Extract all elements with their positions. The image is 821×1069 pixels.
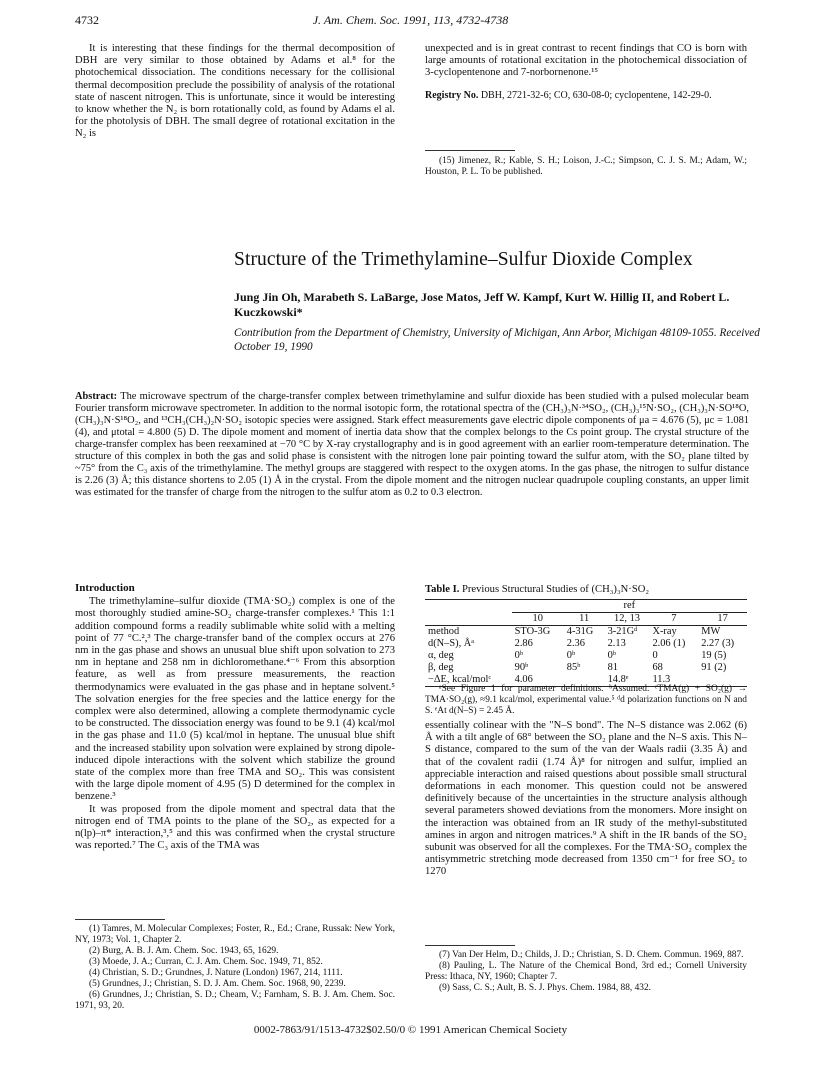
- footnote-item: (2) Burg, A. B. J. Am. Chem. Soc. 1943, 65, 1629.: [89, 946, 279, 956]
- top-left-column: [75, 43, 395, 141]
- registry-label: Registry No.: [425, 89, 479, 101]
- footnote-item: (7) Van Der Helm, D.; Childs, J. D.; Christian, S. D. Chem. Commun. 1969, 887.: [439, 950, 744, 960]
- table-cell: 91 (2): [701, 662, 727, 673]
- abstract-text: The microwave spectrum of the charge-transfer complex between trimethylamine and sulfur dioxide has been studied with a pulsed molecular beam Fourier transform microwave spectrometer. In addition to the normal isotopic form, the rotational spectra of the (CH₃)₃N·³⁴SO₂, (CH₃)₃¹⁵N·SO₂, (CH₃)₃N·SO¹⁸O, (CH₃)₃N·S¹⁸O₂, and ¹³CH₃(CH₃)₂N·SO₂ isotopic species were assigned. Stark effect measurements gave electric dipole components of μa = 4.676 (5), μc = 1.081 (4), and μtotal = 4.800 (5) D. The dipole moment and moment of inertia data show that the complex belongs to the Cs point group. The crystal structure of the charge-transfer complex has been reexamined at −70 °C by X-ray crystallography and is in good agreement with an earlier room-temperature determination. The structure of this complex in both the gas and solid phase is consistent with the nitrogen lone pair pointing toward the sulfur atom, with the SO₂ plane tilted by ~75° from the C₃ axis of the trimethylamine. The methyl groups are staggered with respect to the oxygen atoms. In the gas phase, the nitrogen to sulfur distance is 2.26 (3) Å; this distance shortens to 2.05 (1) Å in the crystal. From the dipole moment and the nitrogen nuclear quadrupole coupling constants, an upper limit was estimated for the transfer of charge from the nitrogen to the sulfur atom as 0.2 to 0.3 electron.: [75, 391, 749, 498]
- footnote-item: (6) Grundnes, J.; Christian, S. D.; Cheam, V.; Farnham, S. B. J. Am. Chem. Soc. 1971, 93, 20.: [75, 990, 395, 1011]
- table-caption: [425, 584, 747, 595]
- footnote-item: (3) Moede, J. A.; Curran, C. J. Am. Chem. Soc. 1949, 71, 852.: [89, 957, 323, 967]
- table-cell: 81: [607, 662, 618, 673]
- top-left-paragraph: It is interesting that these findings for the thermal decomposition of DBH are very similar to those obtained by Adams et al.⁸ for the photochemical dissociation. The conditions necessary for the collisional thermal decomposition preclude the possibility of analysis of the rotational state of nascent nitrogen. This is unfortunate, since it would be interesting to know whether the N₂ is born rotationally cold, as found by Adams el al. for the photolysis of DBH. The small degree of rotational excitation in the N₂ is: [75, 43, 395, 140]
- table-cell: 0ᵇ: [514, 650, 524, 661]
- intro-paragraph-2: It was proposed from the dipole moment and spectral data that the nitrogen end of TMA points to the plane of the SO₂, as expected for a n(lp)–π* interaction,³,⁵ and this was confirmed when the crystal structure was reported.⁷ The C₃ axis of the TMA was: [75, 803, 395, 852]
- intro-paragraph-1: The trimethylamine–sulfur dioxide (TMA·SO₂) complex is one of the most thoroughly studied amine-SO₂ charge-transfer complexes.¹ This 1:1 addition compound forms a readily sublimable white solid with a melting point of 77 °C.²,³ The charge-transfer band of the complex occurs at 276 nm in the gas phase and shows an unusual blue shift upon solvation to 273 nm in heptane and 258 nm in dichloromethane.⁴⁻⁶ From this absorption feature, as well as from pressure measurements, the reaction thermodynamics were evaluated in the gas phase and in heptane solvent.⁵ The solvation energies for the free species and the lattice energy for the complex were also determined, allowing a complete thermodynamic cycle to be constructed. The dissociation energy was found to be 9.1 (4) kcal/mol in the gas phase and 11.0 (5) kcal/mol in heptane. The unusual blue shift and the increased stability upon solvation were explained by strong dipole-induced dipole interactions with the solvent which stabilize the ground state of the complex more than free TMA and SO₂. This was consistent with the large dipole moment of 4.95 (5) D determined for the complex in benzene.³: [75, 596, 395, 803]
- table-cell: 19 (5): [701, 650, 727, 661]
- footnote-item: (5) Grundnes, J.; Christian, S. D. J. Am. Chem. Soc. 1968, 90, 2239.: [89, 979, 346, 989]
- structural-studies-table: [425, 599, 747, 687]
- table-header-cell: 17: [717, 613, 728, 624]
- footnote-item: (9) Sass, C. S.; Ault, B. S. J. Phys. Chem. 1984, 88, 432.: [439, 983, 652, 993]
- table-cell: −ΔE, kcal/molᶜ: [428, 674, 492, 685]
- table-cell: 0: [652, 650, 658, 661]
- footnote-item: (8) Pauling, L. The Nature of the Chemical Bond, 3rd ed.; Cornell University Press: Ithaca, NY, 1960; Chapter 7.: [425, 961, 747, 982]
- left-footnotes: [75, 924, 395, 1012]
- table-header-cell: [425, 613, 512, 626]
- table-row: [425, 626, 747, 638]
- footnote-item: (4) Christian, S. D.; Grundnes, J. Nature (London) 1967, 214, 1111.: [89, 968, 343, 978]
- table-row: [425, 650, 747, 662]
- table-ref-header: ref: [512, 600, 747, 613]
- table-cell: 11.3: [652, 674, 671, 685]
- right-footnote-divider: [425, 945, 515, 946]
- table-cell: 4-31G: [566, 626, 594, 637]
- table-cell: 2.13: [607, 638, 626, 649]
- table-cell: 14.8ᵉ: [607, 674, 629, 685]
- table-header-cell: 7: [671, 613, 677, 624]
- table-header-cell: 11: [579, 613, 590, 624]
- right-column-paragraph: essentially colinear with the "N–S bond". The N–S distance was 2.062 (6) Å with a tilt angle of 68° between the SO₂ plane and the N–S axis. This N–S distance, compared to the sum of the van der Waals radii (3.35 Å) and that of the covalent radii (1.74 Å)⁸ for nitrogen and sulfur, implied an appreciable interaction and raised questions about possible small structural deformations in each monomer. This question could not be answered definitively because of the uncertainties in the structure analysis although several parameters showed deviations from the monomers. More insight on the interaction was obtained from an IR study of the methyl-substituted amines in argon and nitrogen matrices.⁹ A shift in the IR bands of the SO₂ subunit was observed for all the complexes. For the TMA·SO₂ complex the antisymmetric stretching mode decreased from 1350 cm⁻¹ for free SO₂ to 1270: [425, 720, 747, 878]
- table-cell: 3-21Gᵈ: [607, 626, 638, 637]
- table-cell: 2.36: [566, 638, 585, 649]
- table-cell: MW: [701, 626, 721, 637]
- table-header-cell: 12, 13: [614, 613, 640, 624]
- page-footer: 0002-7863/91/1513-4732$02.50/0 © 1991 American Chemical Society: [253, 1024, 568, 1036]
- article-title: Structure of the Trimethylamine–Sulfur Dioxide Complex: [234, 249, 693, 270]
- introduction: [75, 582, 395, 852]
- table-cell: 0ᵇ: [566, 650, 576, 661]
- abstract: [75, 391, 749, 499]
- table-caption-text: Previous Structural Studies of (CH₃)₃N·SO₂: [462, 584, 650, 595]
- footnote-item: (1) Tamres, M. Molecular Complexes; Foster, R., Ed.; Crane, Russak: New York, NY, 1973; Vol. 1, Chapter 2.: [75, 924, 395, 945]
- table-cell: 2.27 (3): [701, 638, 735, 649]
- abstract-label: Abstract:: [75, 391, 118, 402]
- registry-text: DBH, 2721-32-6; CO, 630-08-0; cyclopentene, 142-29-0.: [480, 89, 712, 101]
- table-label: Table I.: [425, 584, 460, 595]
- table-cell: 4.06: [514, 674, 533, 685]
- table-cell: α, deg: [428, 650, 454, 661]
- table-row: [425, 638, 747, 650]
- table-container: [425, 599, 747, 687]
- right-column: [425, 720, 747, 879]
- registry-line: [425, 90, 747, 101]
- table-row: [425, 662, 747, 674]
- footnote-15: (15) Jimenez, R.; Kable, S. H.; Loison, J.-C.; Simpson, C. J. S. M.; Adam, W.; Houston, P. L. To be published.: [425, 156, 747, 177]
- table-cell: 68: [652, 662, 663, 673]
- top-right-paragraph: unexpected and is in great contrast to recent findings that CO is born with large amounts of rotational excitation in the photochemical dissociation of 3-cyclopentenone and 7-norbornenone.¹⁵: [425, 43, 747, 79]
- table-cell: STO-3G: [514, 626, 551, 637]
- table-cell: 0ᵇ: [607, 650, 616, 661]
- left-footnote-divider: [75, 919, 165, 920]
- top-right-column: [425, 43, 747, 101]
- table-notes: [425, 684, 747, 717]
- article-authors: Jung Jin Oh, Marabeth S. LaBarge, Jose Matos, Jeff W. Kampf, Kurt W. Hillig II, and Robert L. Kuczkowski*: [234, 290, 730, 319]
- section-heading: Introduction: [75, 582, 135, 594]
- table-cell: 2.06 (1): [652, 638, 686, 649]
- article-affiliation: Contribution from the Department of Chemistry, University of Michigan, Ann Arbor, Michigan 48109-1055. Received October 19, 1990: [234, 327, 760, 353]
- top-right-footnote: [425, 156, 747, 178]
- page-number: 4732: [75, 13, 99, 27]
- table-cell: 90ᵇ: [514, 662, 529, 673]
- table-cell: β, deg: [428, 662, 454, 673]
- table-notes-text: ᵃSee Figure 1 for parameter definitions. ᵇAssumed. ᶜTMA(g) + SO₂(g) → TMA·SO₂(g), ≈9.1 kcal/mol, experimental value.⁵ ᵈd polarization functions on N and S. ᵉAt d(N–S) = 2.45 Å.: [425, 684, 747, 716]
- table-header-cell: 10: [532, 613, 543, 624]
- table-cell: X-ray: [652, 626, 677, 637]
- journal-header: J. Am. Chem. Soc. 1991, 113, 4732-4738: [312, 13, 509, 27]
- table-cell: 85ᵇ: [566, 662, 581, 673]
- table-cell: d(N–S), Åᵃ: [428, 638, 475, 649]
- right-footnotes: [425, 950, 747, 994]
- table-cell: 2.86: [514, 638, 533, 649]
- footnote-divider: [425, 150, 515, 151]
- table-cell: method: [428, 626, 460, 637]
